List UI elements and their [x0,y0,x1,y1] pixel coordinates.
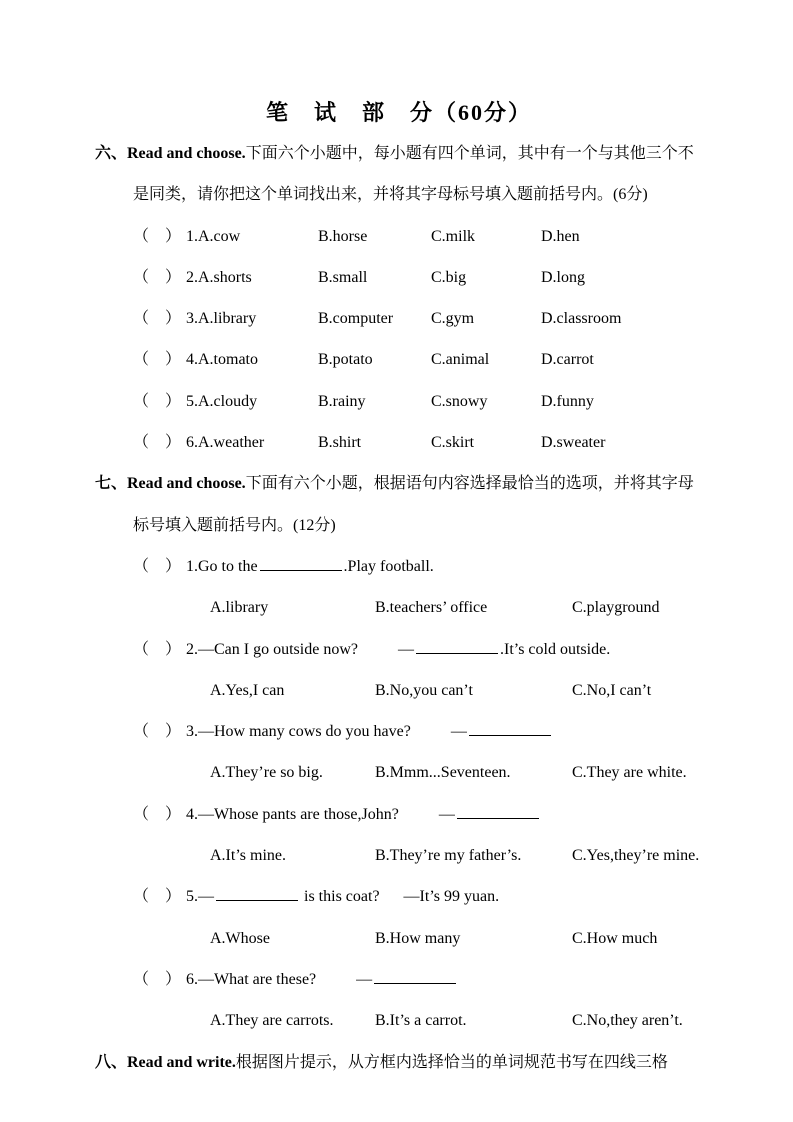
answer-blank [216,887,298,901]
section8-heading-bold: 八、Read and write. [95,1053,236,1071]
option-a: A.They’re so big. [210,764,323,782]
question-row-2 [95,629,753,670]
answer-bracket: （ ） [133,970,182,988]
question-text: 4.—Whose pants are those,John? [186,805,399,823]
answer-blank [416,640,498,654]
option-b: B.Mmm...Seventeen. [375,764,511,782]
option-c: C.animal [431,351,490,369]
section7-heading-bold: 七、Read and choose. [95,475,246,493]
question-text: 1.Go to the [186,557,258,575]
option-b: B.horse [318,227,368,245]
answer-blank [260,557,342,571]
answer-bracket: （ ） [133,640,182,658]
question-row-1 [95,546,753,587]
option-b: B.No,you can’t [375,681,473,699]
answer-bracket: （ ） [133,723,182,741]
reply-text: —It’s 99 yuan. [403,888,500,906]
section8-heading-text: 根据图片提示，从方框内选择恰当的单词规范书写在四线三格 [235,1053,668,1071]
option-a: A.Whose [210,929,270,947]
option-d: D.funny [541,392,594,410]
options-row-4 [95,835,753,876]
options-row-6 [95,1000,753,1041]
question-row-6 [95,959,753,1000]
option-b: B.shirt [318,434,362,452]
option-c: C.snowy [431,392,488,410]
option-c: C.milk [431,227,476,245]
options-row-2 [95,670,753,711]
question-text: 3.—How many cows do you have? [186,723,411,741]
option-c: C.gym [431,310,475,328]
option-b: B.How many [375,929,461,947]
question-text: .Play football. [343,557,434,575]
section6-heading-line2: 是同类，请你把这个单词找出来，并将其字母标号填入题前括号内。(6分) [133,186,648,204]
answer-blank [469,722,551,736]
question-text: 5.— [186,888,214,906]
section6-heading-bold: 六、Read and choose. [95,145,246,162]
word-row-4 [95,339,753,380]
word-row-1 [95,216,753,257]
question-row-4 [95,794,753,835]
option-c: C.Yes,they’re mine. [572,847,700,865]
answer-bracket: （ ） [133,351,182,369]
question-row-3 [95,711,753,752]
option-b: B.They’re my father’s. [375,847,522,865]
option-a: 2.A.shorts [186,268,252,286]
option-a: 1.A.cow [186,227,241,245]
word-row-2 [95,257,753,298]
option-b: B.rainy [318,392,366,410]
option-c: C.playground [572,599,660,617]
option-d: D.sweater [541,434,606,452]
question-row-5 [95,876,753,917]
option-a: A.Yes,I can [210,681,285,699]
answer-bracket: （ ） [133,227,182,245]
answer-bracket: （ ） [133,434,182,452]
option-a: 6.A.weather [186,434,265,452]
option-a: 3.A.library [186,310,257,328]
section6-heading-line1 [95,133,753,174]
word-row-3 [95,298,753,339]
option-c: C.No,they aren’t. [572,1012,683,1030]
section7-heading-line1 [95,463,753,504]
answer-bracket: （ ） [133,557,182,575]
answer-bracket: （ ） [133,805,182,823]
option-c: C.How much [572,929,658,947]
reply-dash: — [438,805,455,823]
option-b: B.small [318,268,368,286]
option-b: B.potato [318,351,373,369]
reply-dash: — [356,970,373,988]
option-d: D.classroom [541,310,622,328]
option-d: D.hen [541,227,580,245]
option-a: A.It’s mine. [210,847,286,865]
answer-bracket: （ ） [133,310,182,328]
option-a: 5.A.cloudy [186,392,258,410]
options-row-5 [95,918,753,959]
question-text: 6.—What are these? [186,970,317,988]
option-d: D.long [541,268,585,286]
answer-bracket: （ ） [133,392,182,410]
question-text: is this coat? [304,888,380,906]
options-row-1 [95,587,753,628]
option-c: C.big [431,268,467,286]
section7-heading-text: 下面有六个小题，根据语句内容选择最恰当的选项，并将其字母 [245,475,694,493]
section6-heading-text: 下面六个小题中，每小题有四个单词，其中有一个与其他三个不 [245,145,694,162]
page-title: 笔 试 部 分（60分） [265,100,532,125]
section7-heading-line2: 标号填入题前括号内。(12分) [133,516,336,534]
question-text: 2.—Can I go outside now? [186,640,358,658]
option-c: C.No,I can’t [572,681,652,699]
option-a: A.They are carrots. [210,1012,334,1030]
reply-dash: — [397,640,414,658]
option-b: B.It’s a carrot. [375,1012,467,1030]
answer-bracket: （ ） [133,268,182,286]
answer-blank [374,970,456,984]
answer-bracket: （ ） [133,888,182,906]
section8-heading-line1 [95,1042,753,1083]
option-b: B.teachers’ office [375,599,488,617]
option-b: B.computer [318,310,394,328]
option-c: C.They are white. [572,764,687,782]
answer-blank [457,805,539,819]
option-a: 4.A.tomato [186,351,258,369]
option-c: C.skirt [431,434,475,452]
word-row-6 [95,422,753,463]
question-text: .It’s cold outside. [499,640,611,658]
options-row-3 [95,752,753,793]
word-row-5 [95,381,753,422]
option-a: A.library [210,599,269,617]
option-d: D.carrot [541,351,594,369]
reply-dash: — [450,723,467,741]
